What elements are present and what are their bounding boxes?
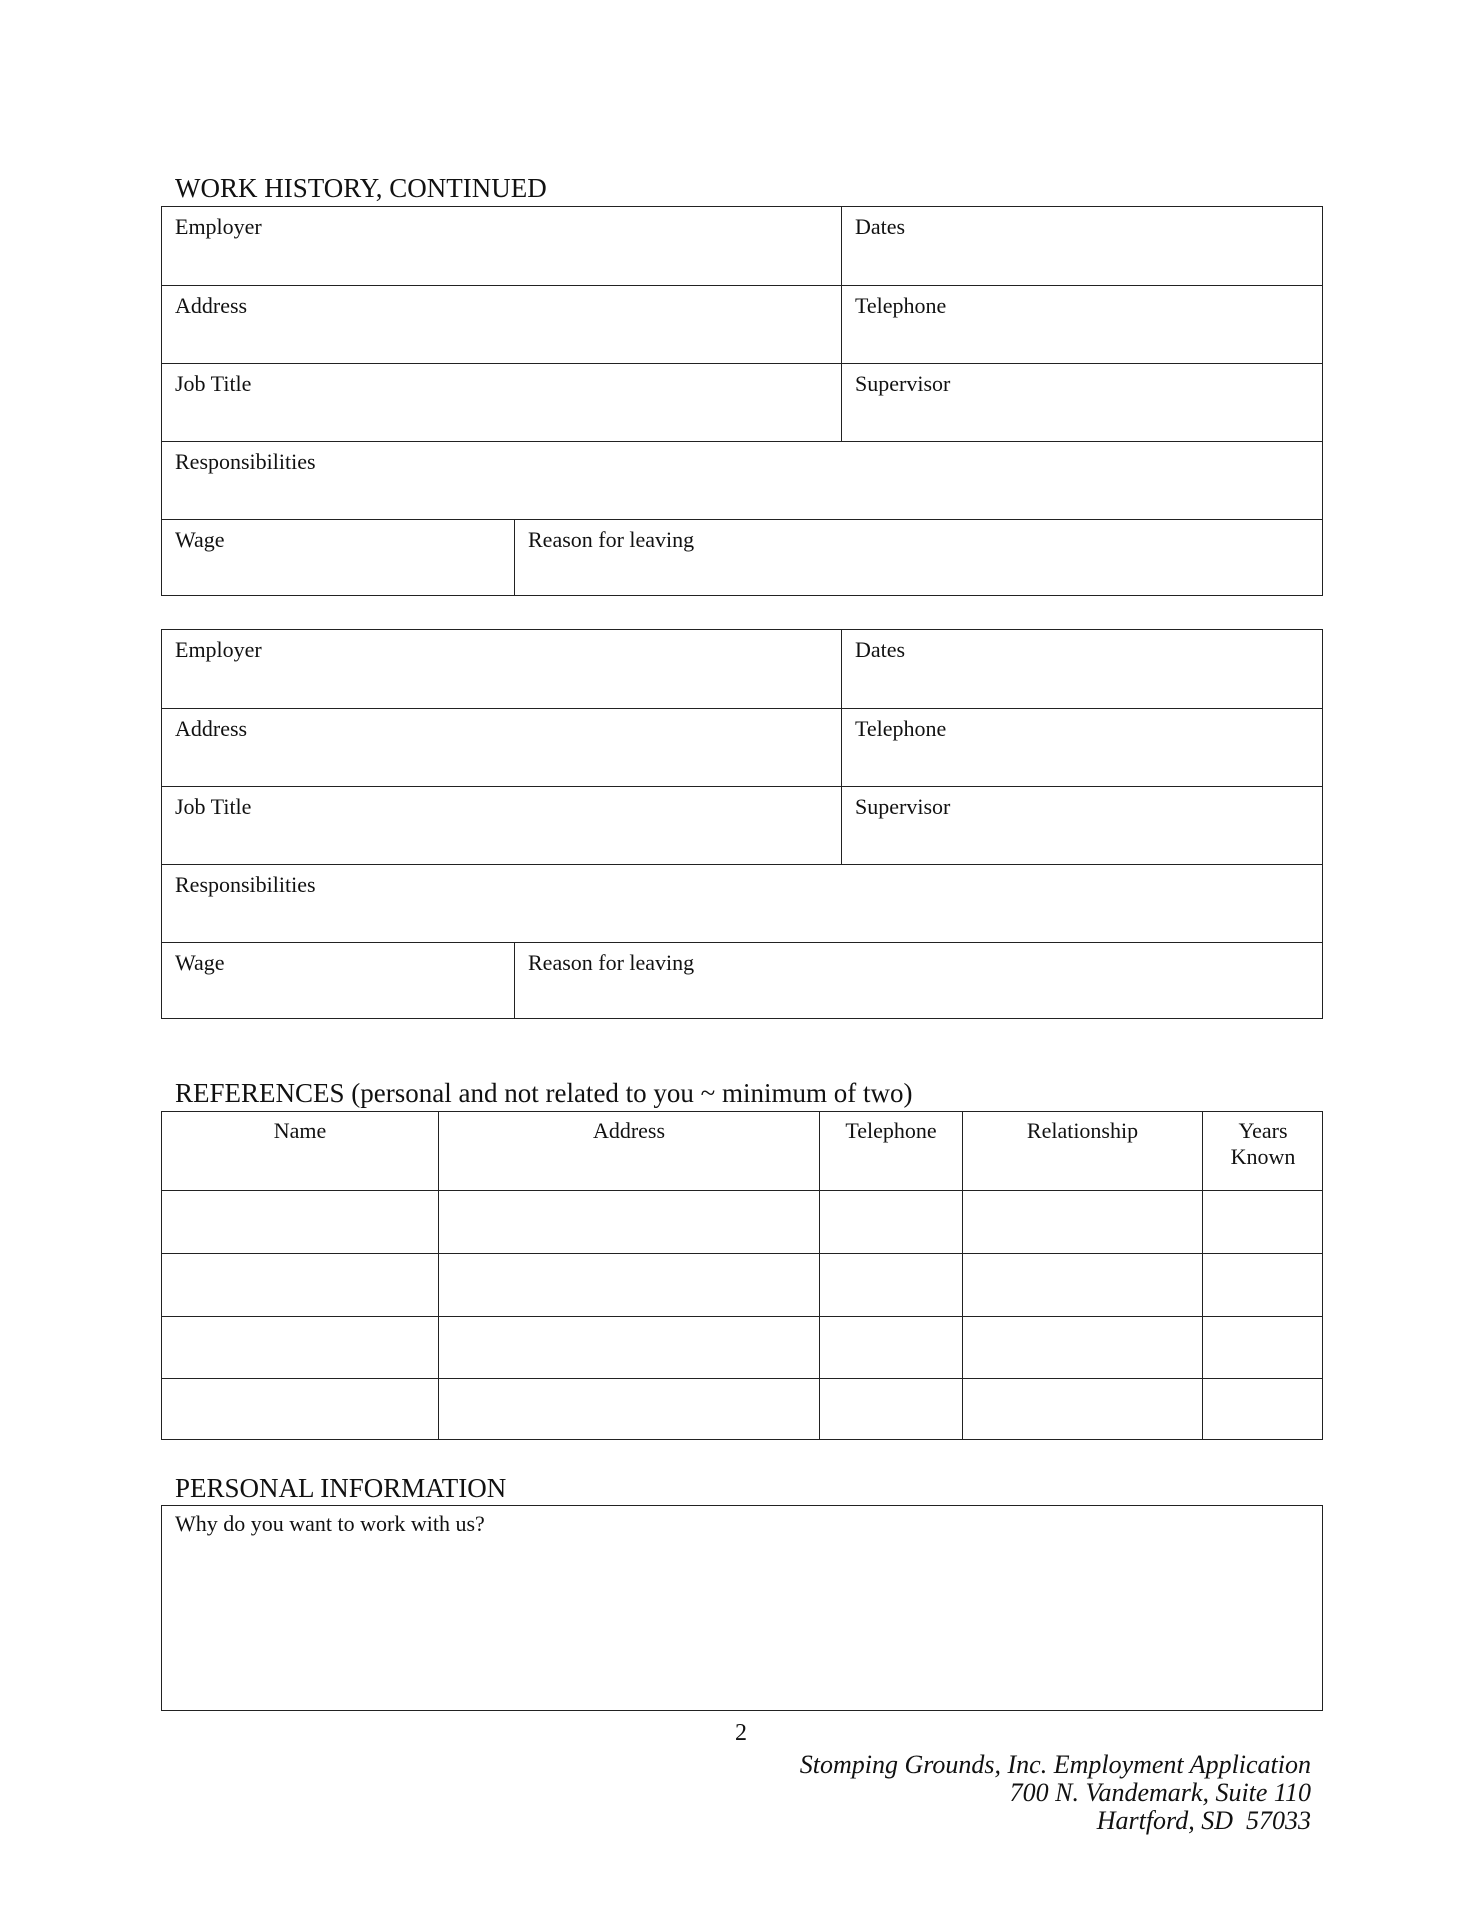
references-heading bbox=[175, 1078, 913, 1108]
references-subtitle: (personal and not related to you ~ minimum of two) bbox=[351, 1078, 913, 1108]
employer-label: Employer bbox=[175, 637, 262, 662]
reference-name-cell[interactable] bbox=[162, 1378, 438, 1439]
job-title-field[interactable] bbox=[162, 363, 841, 441]
employer-label: Employer bbox=[175, 214, 262, 239]
reference-relationship-cell[interactable] bbox=[962, 1378, 1202, 1439]
work-history-heading: WORK HISTORY, CONTINUED bbox=[175, 173, 547, 203]
reference-name-cell[interactable] bbox=[162, 1316, 438, 1378]
work-history-block-2 bbox=[161, 629, 1323, 1019]
reference-address-cell[interactable] bbox=[438, 1378, 819, 1439]
employer-field[interactable] bbox=[162, 630, 841, 708]
column-header-telephone: Telephone bbox=[819, 1112, 962, 1190]
address-field[interactable] bbox=[162, 708, 841, 786]
reference-relationship-cell[interactable] bbox=[962, 1316, 1202, 1378]
reference-relationship-cell[interactable] bbox=[962, 1253, 1202, 1316]
address-label: Address bbox=[175, 293, 248, 318]
reason-for-leaving-field[interactable] bbox=[514, 519, 1323, 595]
references-table bbox=[161, 1111, 1323, 1440]
supervisor-field[interactable] bbox=[841, 363, 1323, 441]
why-work-with-us-box[interactable] bbox=[161, 1505, 1323, 1711]
footer-city-line: Hartford, SD 57033 bbox=[1096, 1806, 1311, 1835]
job-title-label: Job Title bbox=[175, 794, 252, 819]
why-work-with-us-label: Why do you want to work with us? bbox=[175, 1511, 485, 1536]
footer-street-line: 700 N. Vandemark, Suite 110 bbox=[1009, 1778, 1311, 1807]
telephone-field[interactable] bbox=[841, 708, 1323, 786]
column-header-years-known: Years Known bbox=[1202, 1112, 1323, 1190]
dates-label: Dates bbox=[855, 214, 906, 239]
reference-years-known-cell[interactable] bbox=[1202, 1316, 1323, 1378]
telephone-label: Telephone bbox=[855, 716, 947, 741]
wage-label: Wage bbox=[175, 950, 225, 975]
responsibilities-field[interactable] bbox=[162, 441, 1323, 519]
telephone-field[interactable] bbox=[841, 285, 1323, 363]
dates-label: Dates bbox=[855, 637, 906, 662]
responsibilities-label: Responsibilities bbox=[175, 872, 316, 897]
reference-name-cell[interactable] bbox=[162, 1190, 438, 1253]
work-history-block-1 bbox=[161, 206, 1323, 596]
reason-for-leaving-field[interactable] bbox=[514, 942, 1323, 1018]
supervisor-label: Supervisor bbox=[855, 794, 951, 819]
column-header-name: Name bbox=[273, 1118, 327, 1143]
footer-company-line: Stomping Grounds, Inc. Employment Application bbox=[799, 1750, 1311, 1779]
job-title-label: Job Title bbox=[175, 371, 252, 396]
supervisor-field[interactable] bbox=[841, 786, 1323, 864]
page-number: 2 bbox=[735, 1720, 747, 1746]
column-header-relationship: Relationship bbox=[962, 1112, 1202, 1190]
address-label: Address bbox=[175, 716, 248, 741]
wage-field[interactable] bbox=[162, 942, 514, 1018]
wage-label: Wage bbox=[175, 527, 225, 552]
reference-years-known-cell[interactable] bbox=[1202, 1190, 1323, 1253]
reference-address-cell[interactable] bbox=[438, 1253, 819, 1316]
reference-address-cell[interactable] bbox=[438, 1316, 819, 1378]
address-field[interactable] bbox=[162, 285, 841, 363]
reason-for-leaving-label: Reason for leaving bbox=[528, 527, 695, 552]
employer-field[interactable] bbox=[162, 207, 841, 285]
reference-telephone-cell[interactable] bbox=[819, 1316, 962, 1378]
reason-for-leaving-label: Reason for leaving bbox=[528, 950, 695, 975]
telephone-label: Telephone bbox=[855, 293, 947, 318]
reference-years-known-cell[interactable] bbox=[1202, 1253, 1323, 1316]
reference-telephone-cell[interactable] bbox=[819, 1378, 962, 1439]
references-title: REFERENCES bbox=[175, 1078, 345, 1108]
reference-telephone-cell[interactable] bbox=[819, 1253, 962, 1316]
wage-field[interactable] bbox=[162, 519, 514, 595]
reference-name-cell[interactable] bbox=[162, 1253, 438, 1316]
dates-field[interactable] bbox=[841, 207, 1323, 285]
job-title-field[interactable] bbox=[162, 786, 841, 864]
reference-address-cell[interactable] bbox=[438, 1190, 819, 1253]
personal-information-heading: PERSONAL INFORMATION bbox=[175, 1473, 507, 1503]
footer-address-block bbox=[611, 1751, 1311, 1835]
reference-telephone-cell[interactable] bbox=[819, 1190, 962, 1253]
reference-relationship-cell[interactable] bbox=[962, 1190, 1202, 1253]
responsibilities-field[interactable] bbox=[162, 864, 1323, 942]
supervisor-label: Supervisor bbox=[855, 371, 951, 396]
dates-field[interactable] bbox=[841, 630, 1323, 708]
responsibilities-label: Responsibilities bbox=[175, 449, 316, 474]
column-header-address: Address bbox=[438, 1112, 819, 1190]
reference-years-known-cell[interactable] bbox=[1202, 1378, 1323, 1439]
